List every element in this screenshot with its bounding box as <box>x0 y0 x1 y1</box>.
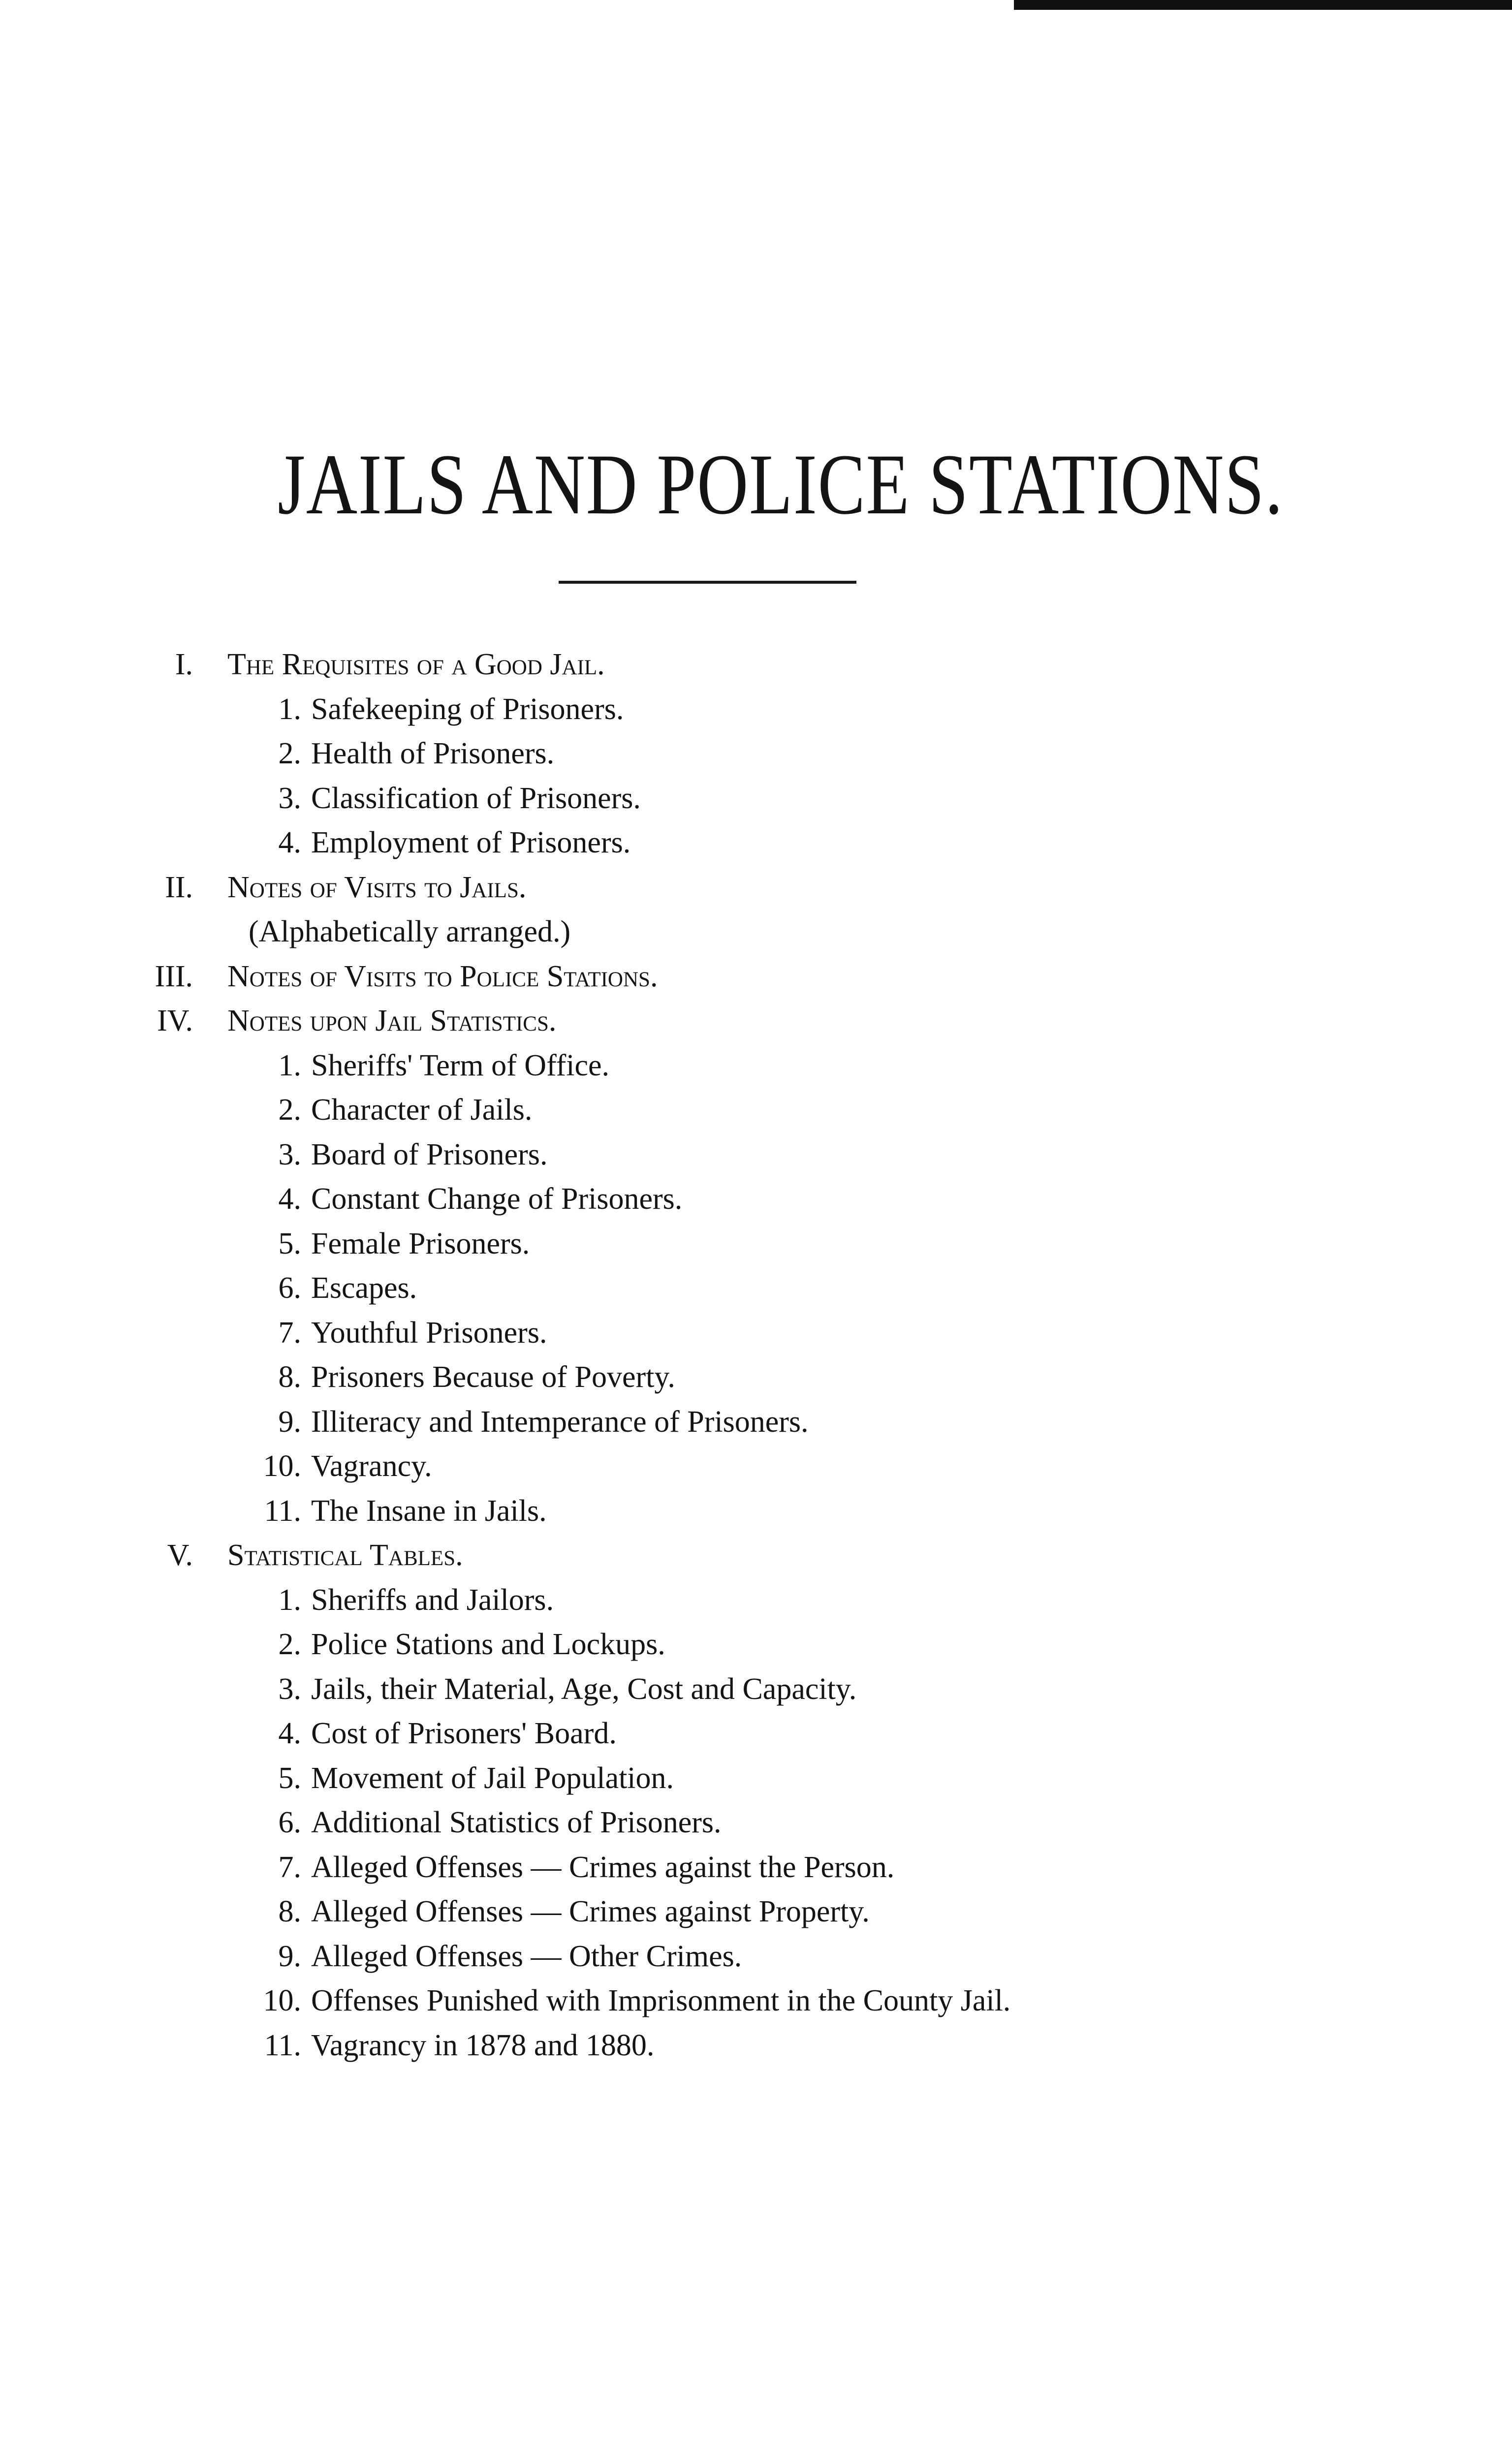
item-text: Alleged Offenses — Crimes against the Person. <box>311 1850 895 1884</box>
section-numeral: III. <box>155 959 193 993</box>
section-numeral: II. <box>165 870 193 904</box>
item-number: 3. <box>278 1137 301 1171</box>
item-number: 10. <box>263 1984 301 2017</box>
page-title: JAILS AND POLICE STATIONS. <box>278 437 1284 533</box>
item-number: 6. <box>278 1806 301 1839</box>
item-number: 1. <box>278 692 301 726</box>
item-number: 2. <box>278 1093 301 1127</box>
section-heading: Notes of Visits to Police Stations. <box>227 959 658 993</box>
item-text: Female Prisoners. <box>311 1226 530 1260</box>
section-numeral: V. <box>167 1539 193 1572</box>
item-number: 3. <box>278 1672 301 1706</box>
item-text: Sheriffs' Term of Office. <box>311 1048 610 1082</box>
item-text: Sheriffs and Jailors. <box>311 1583 554 1617</box>
item-text: Cost of Prisoners' Board. <box>311 1717 617 1750</box>
section-heading: Notes of Visits to Jails. <box>227 870 527 904</box>
section-numeral: IV. <box>157 1004 193 1037</box>
item-number: 4. <box>278 1182 301 1216</box>
item-number: 7. <box>278 1316 301 1350</box>
item-text: Safekeeping of Prisoners. <box>311 692 624 726</box>
item-number: 9. <box>278 1939 301 1973</box>
section-heading: Notes upon Jail Statistics. <box>227 1004 557 1037</box>
item-number: 8. <box>278 1895 301 1928</box>
item-number: 1. <box>278 1583 301 1617</box>
item-text: Character of Jails. <box>311 1093 533 1127</box>
item-number: 4. <box>278 826 301 859</box>
item-text: Youthful Prisoners. <box>311 1316 547 1350</box>
item-text: Classification of Prisoners. <box>311 781 641 815</box>
title-rule <box>559 581 856 584</box>
item-text: Offenses Punished with Imprisonment in the County Jail. <box>311 1984 1011 2017</box>
scan-edge-mark <box>1014 0 1512 10</box>
item-text: Prisoners Because of Poverty. <box>311 1360 675 1394</box>
item-number: 11. <box>264 2028 301 2062</box>
item-number: 2. <box>278 737 301 770</box>
item-text: Escapes. <box>311 1271 417 1305</box>
section-numeral: I. <box>175 648 193 681</box>
item-text: Additional Statistics of Prisoners. <box>311 1806 722 1839</box>
item-text: Health of Prisoners. <box>311 737 555 770</box>
item-number: 4. <box>278 1717 301 1750</box>
section-note: (Alphabetically arranged.) <box>249 915 571 948</box>
item-number: 10. <box>263 1449 301 1483</box>
item-text: Board of Prisoners. <box>311 1137 548 1171</box>
item-text: Movement of Jail Population. <box>311 1761 674 1795</box>
item-text: Illiteracy and Intemperance of Prisoners. <box>311 1405 809 1439</box>
item-number: 2. <box>278 1628 301 1661</box>
item-text: Alleged Offenses — Other Crimes. <box>311 1939 742 1973</box>
item-number: 11. <box>264 1494 301 1528</box>
item-number: 5. <box>278 1226 301 1260</box>
item-number: 3. <box>278 781 301 815</box>
item-number: 9. <box>278 1405 301 1439</box>
item-text: Police Stations and Lockups. <box>311 1628 665 1661</box>
item-text: Employment of Prisoners. <box>311 826 631 859</box>
item-text: The Insane in Jails. <box>311 1494 547 1528</box>
item-text: Alleged Offenses — Crimes against Property. <box>311 1895 870 1928</box>
item-text: Jails, their Material, Age, Cost and Capacity. <box>311 1672 857 1706</box>
item-text: Constant Change of Prisoners. <box>311 1182 683 1216</box>
item-text: Vagrancy. <box>311 1449 432 1483</box>
item-number: 1. <box>278 1048 301 1082</box>
item-number: 5. <box>278 1761 301 1795</box>
item-number: 7. <box>278 1850 301 1884</box>
item-text: Vagrancy in 1878 and 1880. <box>311 2028 655 2062</box>
item-number: 8. <box>278 1360 301 1394</box>
item-number: 6. <box>278 1271 301 1305</box>
section-heading: The Requisites of a Good Jail. <box>227 648 605 681</box>
section-heading: Statistical Tables. <box>227 1539 463 1572</box>
